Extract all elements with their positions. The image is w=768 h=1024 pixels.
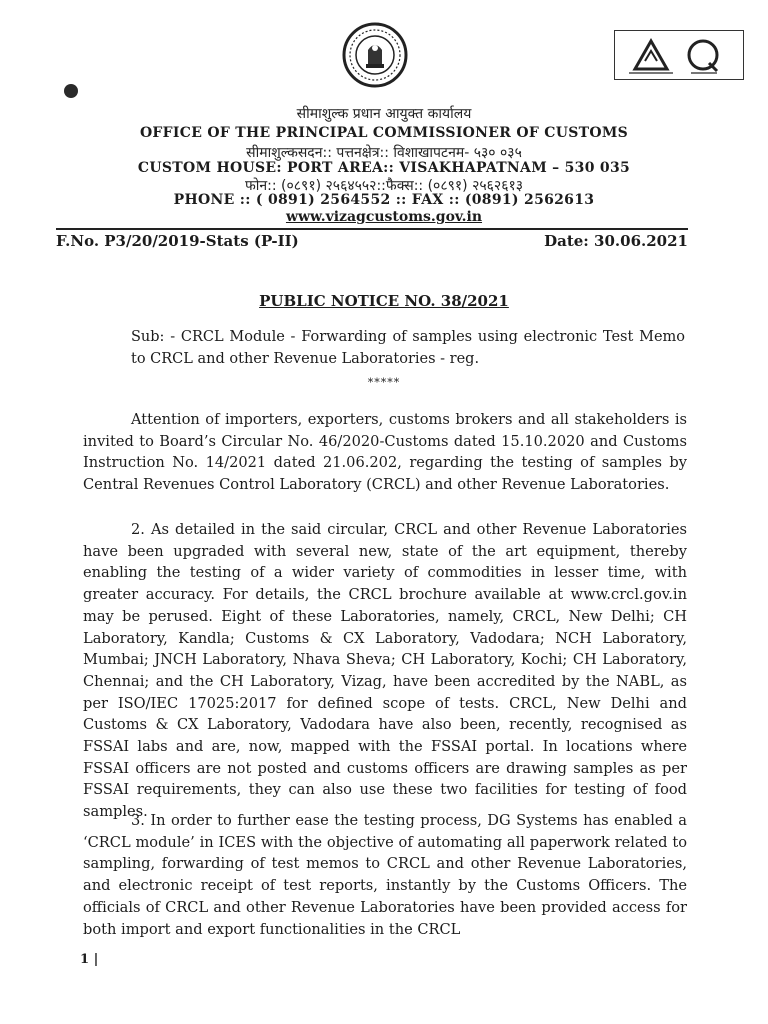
website-link[interactable]: www.vizagcustoms.gov.in	[285, 209, 483, 225]
office-address: CUSTOM HOUSE: PORT AREA:: VISAKHAPATNAM – 530 035	[137, 160, 631, 176]
ink-dot	[64, 84, 78, 98]
office-phone: PHONE :: ( 0891) 2564552 :: FAX :: (0891) 2562613	[173, 192, 595, 208]
certification-logo-icon	[621, 35, 739, 77]
paragraph-3: 3. In order to further ease the testing process, DG Systems has enabled a ‘CRCL module’ in ICES with the objective of automating all paperwork related to sampling, forwarding of test memos to CRCL and other Revenue Laboratories, and electronic receipt of test reports, instantly by the Customs Officers. The officials of CRCL and other Revenue Laboratories have been provided access for both import and export functionalities in the CRCL	[83, 812, 687, 938]
hindi-phone: फोन:: (०८९१) २५६४५५२::फैक्स:: (०८९१) २५६२६१३	[244, 178, 524, 194]
hindi-office-name: सीमाशुल्क प्रधान आयुक्त कार्यालय	[296, 106, 472, 122]
office-name: OFFICE OF THE PRINCIPAL COMMISSIONER OF CUSTOMS	[139, 125, 629, 141]
file-reference-line	[56, 228, 688, 250]
notice-title: PUBLIC NOTICE NO. 38/2021	[259, 292, 509, 310]
file-number: F.No. P3/20/2019-Stats (P-II)	[56, 232, 299, 250]
paragraph-2: 2. As detailed in the said circular, CRCL and other Revenue Laboratories have been upgraded with several new, state of the art equipment, thereby enabling the testing of a wider variety of commodities in lesser time, with greater accuracy. For details, the CRCL brochure available at www.crcl.gov.in may be perused. Eight of these Laboratories, namely, CRCL, New Delhi; CH Laboratory, Kandla; Customs & CX Laboratory, Vadodara; NCH Laboratory, Mumbai; JNCH Laboratory, Nhava Sheva; CH Laboratory, Kochi; CH Laboratory, Chennai; and the CH Laboratory, Vizag, have been accredited by the NABL, as per ISO/IEC 17025:2017 for defined scope of tests. CRCL, New Delhi and Customs & CX Laboratory, Vadodara have also been, recently, recognised as FSSAI labs and are, now, mapped with the FSSAI portal. In locations where FSSAI officers are not posted and customs officers are drawing samples as per FSSAI requirements, they can also use these two facilities for testing of food samples.	[83, 521, 687, 821]
page-number: 1 |	[80, 952, 99, 967]
paragraph-1: Attention of importers, exporters, customs brokers and all stakeholders is invited to Board’s Circular No. 46/2020-Customs dated 15.10.2020 and Customs Instruction No. 14/2021 dated 21.06.202, regarding the testing of samples by Central Revenues Control Laboratory (CRCL) and other Revenue Laboratories.	[83, 411, 687, 494]
separator: *****	[367, 376, 401, 389]
hindi-address: सीमाशुल्कसदन:: पत्तनक्षेत्र:: विशाखापटनम- ५३० ०३५	[246, 145, 522, 161]
certification-marks	[614, 30, 744, 80]
notice-date: Date: 30.06.2021	[544, 232, 688, 250]
customs-emblem-icon	[342, 22, 408, 88]
notice-subject: Sub: - CRCL Module - Forwarding of samples using electronic Test Memo to CRCL and other Revenue Laboratories - reg.	[131, 329, 685, 367]
